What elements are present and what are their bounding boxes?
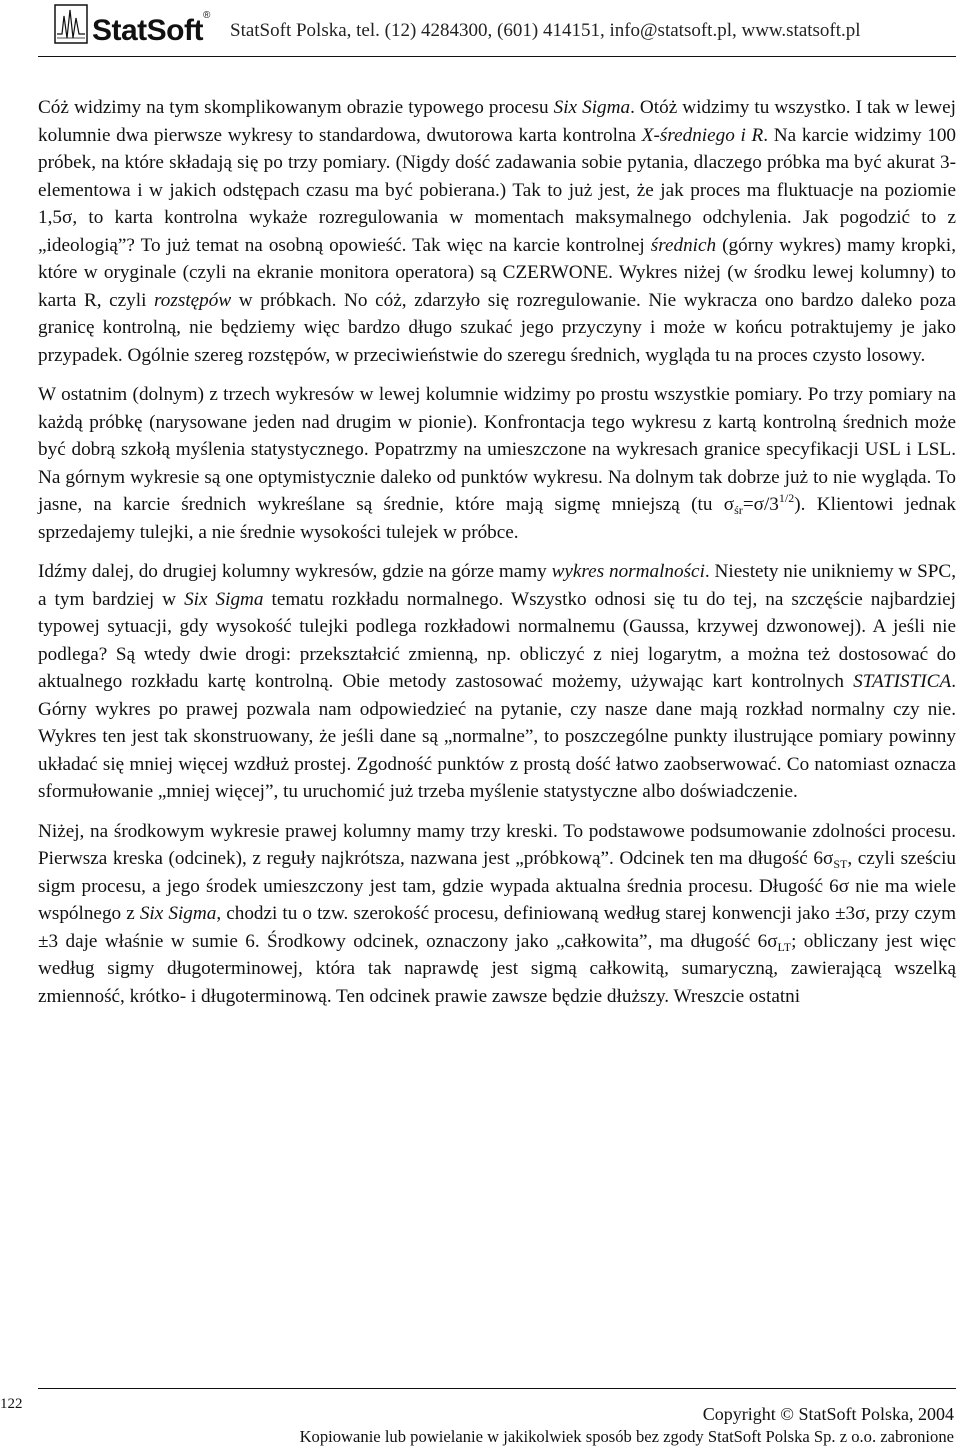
document-body	[38, 94, 956, 1022]
paragraph-3: Idźmy dalej, do drugiej kolumny wykresów, gdzie na górze mamy wykres normalności. Niestety nie unikniemy w SPC, a tym bardziej w Six Sigma tematu rozkładu normalnego. Wszystko odnosi się tu do tej, na szczęście najbardziej typowej sytuacji, gdy wysokość tulejki podlega rozkładowi normalnemu (Gaussa, krzywej dzwonowej). A jeśli nie podlega? Są wtedy dwie drogi: przekształcić zmienną, np. obliczyć z niej logarytm, a można też dostosować do aktualnego rozkładu kartę kontrolną. Obie metody zastosować możemy, używając kart kontrolnych STATISTICA. Górny wykres po prawej pozwala nam odpowiedzieć na pytanie, czy nasze dane mają rozkład normalny czy nie. Wykres ten jest tak skonstruowany, że jeśli dane są „normalne”, to poszczególne punkty ilustrujące pomiary powinny układać się mniej więcej wzdłuż prostej. Zgodność punktów z prostą dość łatwo zaobserwować. Co natomiast oznacza sformułowanie „mniej więcej”, tu uruchomić już trzeba myślenie statystyczne albo doświadczenie.	[38, 561, 957, 802]
paragraph-4: Niżej, na środkowym wykresie prawej kolumny mamy trzy kreski. To podstawowe podsumowanie zdolności procesu. Pierwsza kreska (odcinek), z reguły najkrótsza, nazwana jest „próbkową”. Odcinek ten ma długość $6\sigma_{ST}$, czyli sześciu sigm procesu, a jego środek umieszczony jest tam, gdzie wypada aktualna średnia procesu. Długość 6σ nie ma wiele wspólnego z Six Sigma, chodzi tu o tzw. szerokość procesu, definiowaną według starej konwencji jako ±3σ, przy czym ±3 daje właśnie w sumie 6. Środkowy odcinek, oznaczony jako „całkowita”, ma długość $6\sigma_{LT}$; obliczany jest więc według sigmy długoterminowej, która tak naprawdę jest sigmą całkowitą, sumaryczną, zawierającą wszelką zmienność, krótko- i długoterminową. Ten odcinek prawie zawsze będzie dłuższy. Wreszcie ostatni	[38, 820, 957, 1007]
page-header	[0, 0, 960, 62]
paragraph-1: Cóż widzimy na tym skomplikowanym obrazie typowego procesu Six Sigma. Otóż widzimy tu wszystko. I tak w lewej kolumnie dwa pierwsze wykresy to standardowa, dwutorowa karta kontrolna X-średniego i R. Na karcie widzimy 100 próbek, na które składają się po trzy pomiary. (Nigdy dość zadawania sobie pytania, dlaczego próbka ma być akurat 3-elementowa i w jakich odstępach czasu ma być pobierana.) Tak to już jest, że jak proces ma fluktuacje na poziomie 1,5σ, to karta kontrolna wykaże rozregulowania w momentach maksymalnego odchylenia. Jak pogodzić to z „ideologią”? To już temat na osobną opowieść. Tak więc na karcie kontrolnej średnich (górny wykres) mamy kropki, które w oryginale (czyli na ekranie monitora operatora) są CZERWONE. Wykres niżej (w środku lewej kolumny) to karta R, czyli rozstępów w próbkach. No cóż, zdarzyło się rozregulowanie. Nie wykracza ono bardzo daleko poza granicę kontrolną, nie będziemy więc bardzo długo szukać jego przyczyny i może w końcu potraktujemy je jako przypadek. Ogólnie szereg rozstępów, w przeciwieństwie do szeregu średnich, wygląda tu na proces czysto losowy.	[38, 97, 957, 366]
copyright-line: Copyright © StatSoft Polska, 2004	[702, 1404, 954, 1424]
page-number: 122	[0, 1396, 23, 1412]
brand-name: StatSoft®	[92, 10, 210, 47]
header-rule	[38, 56, 956, 57]
contact-line: StatSoft Polska, tel. (12) 4284300, (601) 414151, info@statsoft.pl, www.statsoft.pl	[230, 20, 861, 41]
copy-notice: Kopiowanie lub powielanie w jakikolwiek sposób bez zgody StatSoft Polska Sp. z o.o. zabronione	[299, 1427, 954, 1446]
footer-rule	[38, 1388, 956, 1389]
paragraph-2: W ostatnim (dolnym) z trzech wykresów w lewej kolumnie widzimy po prostu wszystkie pomiary. Po trzy pomiary na każdą próbkę (narysowane jeden nad drugim w pionie). Konfrontacja tego wykresu z kartą kontrolną średnich może być dobrą szkołą myślenia statystycznego. Popatrzmy na umieszczone na wykresach granice specyfikacji USL i LSL. Na górnym wykresie są one optymistycznie daleko od punktów wykresu. Na dolnym tak dobrze już to nie wygląda. To jasne, na karcie średnich wykreślane są średnie, które mają sigmę mniejszą (tu $\sigma_{śr}=\sigma/3^{1/2}$). Klientowi jednak sprzedajemy tulejki, a nie średnie wysokości tulejek w próbce.	[38, 384, 956, 543]
statsoft-chart-logo-icon	[54, 4, 88, 44]
